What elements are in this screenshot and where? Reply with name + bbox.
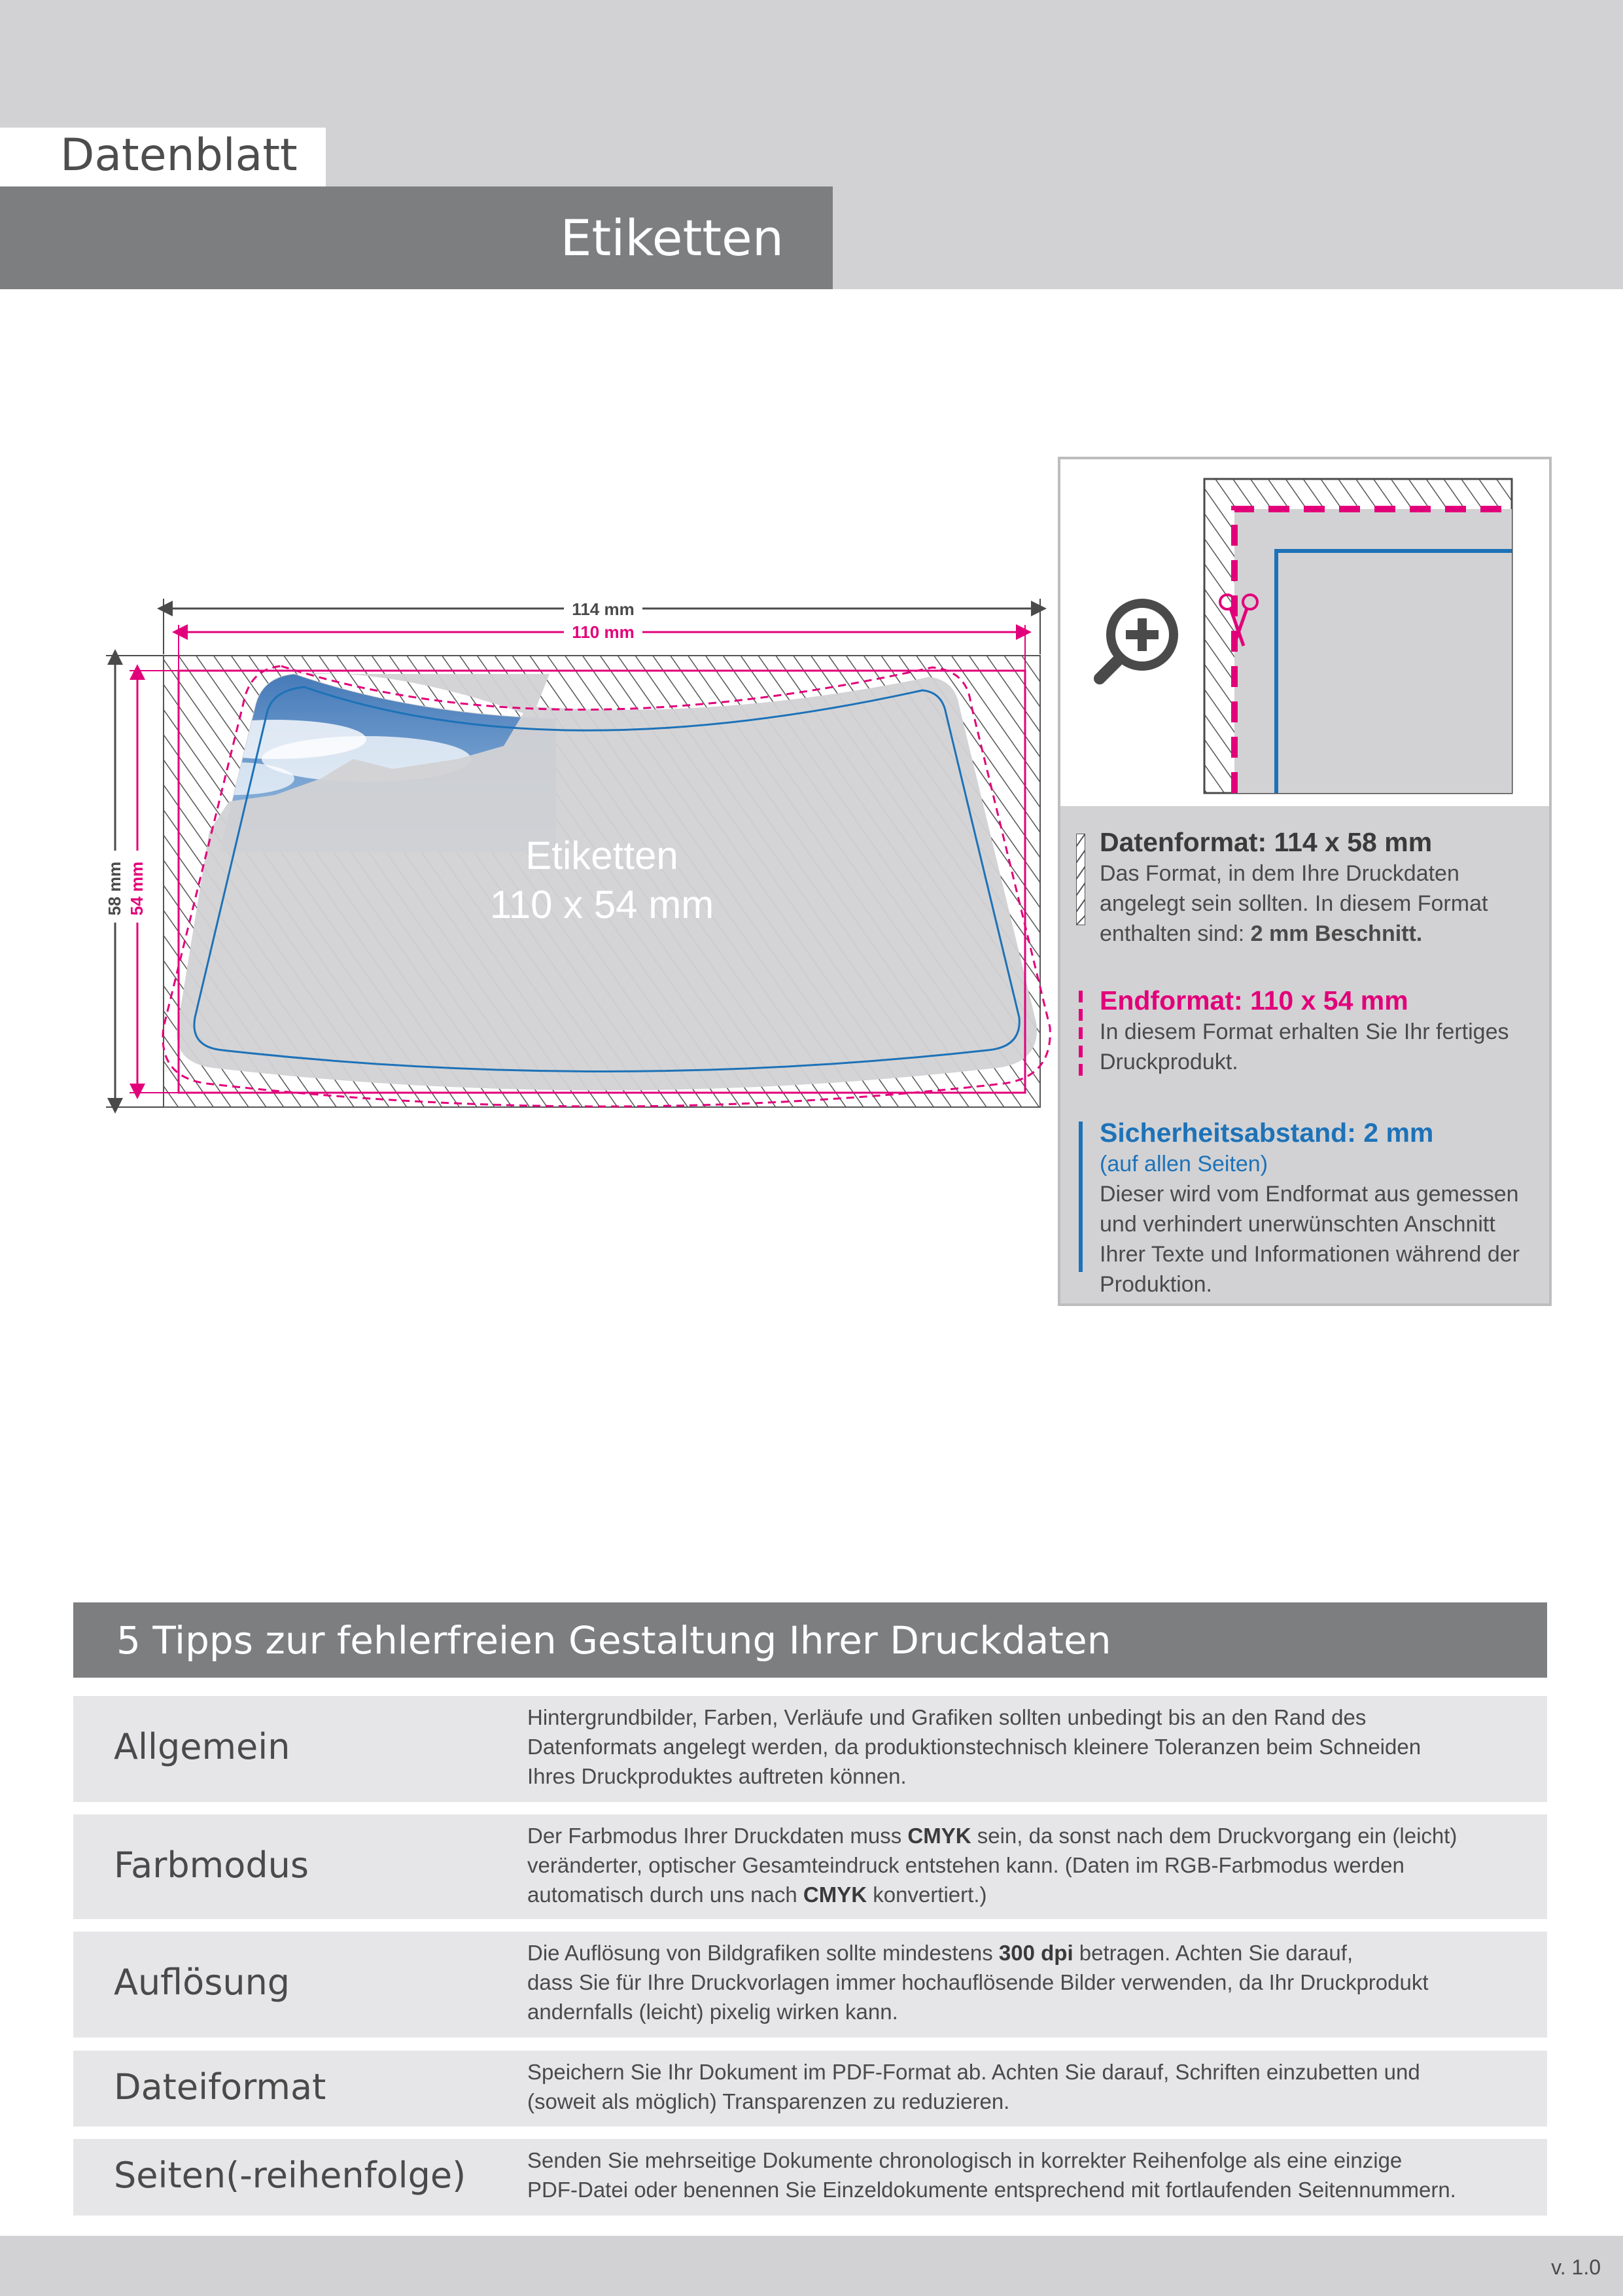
sicherheit-line: Dieser wird vom Endformat aus gemessen	[1100, 1182, 1519, 1207]
tip-line: veränderter, optischer Gesamteindruck entstehen kann. (Daten im RGB-Farbmodus werden	[527, 1853, 1405, 1877]
tip-row-allgemein	[73, 1696, 1547, 1802]
tip-text-part: automatisch durch uns nach	[527, 1882, 803, 1907]
tip-line: Datenformats angelegt werden, da produktionstechnisch kleinere Toleranzen beim Schneiden	[527, 1735, 1422, 1759]
datenformat-line	[1100, 919, 1544, 949]
sicherheitsabstand-entry	[1100, 1116, 1544, 1299]
tip-row-farbmodus	[73, 1814, 1547, 1919]
info-panel	[1058, 457, 1552, 1306]
height-outer: 58 mm	[105, 861, 124, 916]
tip-row-aufloesung	[73, 1932, 1547, 2038]
sicherheit-line: Ihrer Texte und Informationen während der	[1100, 1242, 1520, 1267]
zoom-detail	[1060, 459, 1549, 806]
title-bar	[0, 186, 833, 289]
tip-line: Senden Sie mehrseitige Dokumente chronologisch in korrekter Reihenfolge als eine einzige	[527, 2148, 1403, 2172]
dashed-marker-icon	[1076, 991, 1085, 1076]
tip-text	[527, 1703, 1541, 1791]
tip-text	[527, 1938, 1541, 2026]
endformat-entry	[1100, 984, 1544, 1077]
tip-text-part: betragen. Achten Sie darauf,	[1073, 1941, 1353, 1965]
width-outer: 114 mm	[572, 599, 635, 619]
tip-label: Farbmodus	[114, 1845, 309, 1886]
datenformat-title: Datenformat: 114 x 58 mm	[1100, 827, 1433, 857]
width-inner: 110 mm	[572, 622, 635, 642]
document-type-label: Datenblatt	[60, 130, 298, 181]
hatched-marker-icon	[1076, 834, 1085, 925]
datenformat-text: enthalten sind:	[1100, 921, 1251, 946]
label-size: 110 x 54 mm	[489, 883, 714, 927]
tip-text	[527, 2057, 1541, 2116]
tip-line: Hintergrundbilder, Farben, Verläufe und Grafiken sollten unbedingt bis an den Rand des	[527, 1705, 1367, 1729]
tip-label: Auflösung	[114, 1962, 290, 2003]
tip-label: Dateiformat	[114, 2066, 326, 2108]
tip-row-dateiformat	[73, 2051, 1547, 2127]
height-inner: 54 mm	[127, 861, 147, 916]
zoom-in-icon	[1100, 603, 1174, 679]
format-legend	[1060, 806, 1549, 1303]
tip-line: PDF-Datei oder benennen Sie Einzeldokumente entsprechend mit fortlaufenden Seitennummern.	[527, 2178, 1456, 2202]
datenformat-entry	[1100, 826, 1544, 949]
tip-text-part: sein, da sonst nach dem Druckvorgang ein (leicht)	[971, 1824, 1457, 1848]
sicherheit-line: und verhindert unerwünschten Anschnitt	[1100, 1212, 1495, 1237]
tips-heading: 5 Tipps zur fehlerfreien Gestaltung Ihrer Druckdaten	[116, 1618, 1111, 1663]
datenformat-line: angelegt sein sollten. In diesem Format	[1100, 891, 1488, 916]
solid-marker-icon	[1076, 1122, 1085, 1272]
label-name: Etiketten	[525, 834, 678, 877]
endformat-line: Druckprodukt.	[1100, 1050, 1238, 1074]
page-title: Etiketten	[560, 209, 784, 267]
tip-bold: 300 dpi	[998, 1941, 1073, 1965]
endformat-title: Endformat: 110 x 54 mm	[1100, 985, 1408, 1016]
tip-text	[527, 2146, 1541, 2204]
datenformat-line: Das Format, in dem Ihre Druckdaten	[1100, 861, 1459, 886]
tip-line: Ihres Druckproduktes auftreten können.	[527, 1764, 907, 1788]
tip-bold: CMYK	[907, 1824, 971, 1848]
tip-text-part: konvertiert.)	[867, 1882, 987, 1907]
tip-line: (soweit als möglich) Transparenzen zu reduzieren.	[527, 2089, 1010, 2113]
tip-label: Seiten(-reihenfolge)	[114, 2155, 466, 2196]
label-format-diagram	[98, 589, 1060, 1125]
tip-line: andernfalls (leicht) pixelig wirken kann.	[527, 2000, 898, 2024]
tip-text	[527, 1821, 1541, 1909]
version-label: v. 1.0	[1551, 2255, 1601, 2279]
tip-line: Speichern Sie Ihr Dokument im PDF-Format ab. Achten Sie darauf, Schriften einzubetten und	[527, 2060, 1420, 2084]
tip-line	[527, 1938, 1541, 1968]
tip-line	[527, 1880, 1541, 1909]
tip-line: dass Sie für Ihre Druckvorlagen immer hochauflösende Bilder verwenden, da Ihr Druckprodukt	[527, 1970, 1429, 1994]
corner-detail-graphic	[1060, 459, 1549, 806]
tips-heading-bar	[73, 1602, 1547, 1678]
footer-band	[0, 2236, 1623, 2296]
tip-row-seiten	[73, 2139, 1547, 2216]
tip-text-part: Der Farbmodus Ihrer Druckdaten muss	[527, 1824, 908, 1848]
tip-line	[527, 1821, 1541, 1850]
datenformat-bold: 2 mm Beschnitt.	[1250, 921, 1423, 946]
sicherheit-title: Sicherheitsabstand: 2 mm	[1100, 1118, 1434, 1148]
endformat-line: In diesem Format erhalten Sie Ihr fertiges	[1100, 1019, 1509, 1044]
tip-label: Allgemein	[114, 1726, 290, 1767]
tip-bold: CMYK	[803, 1882, 867, 1907]
tip-text-part: Die Auflösung von Bildgrafiken sollte mindestens	[527, 1941, 999, 1965]
sicherheit-sub: (auf allen Seiten)	[1100, 1152, 1268, 1176]
sicherheit-line: Produktion.	[1100, 1272, 1212, 1297]
